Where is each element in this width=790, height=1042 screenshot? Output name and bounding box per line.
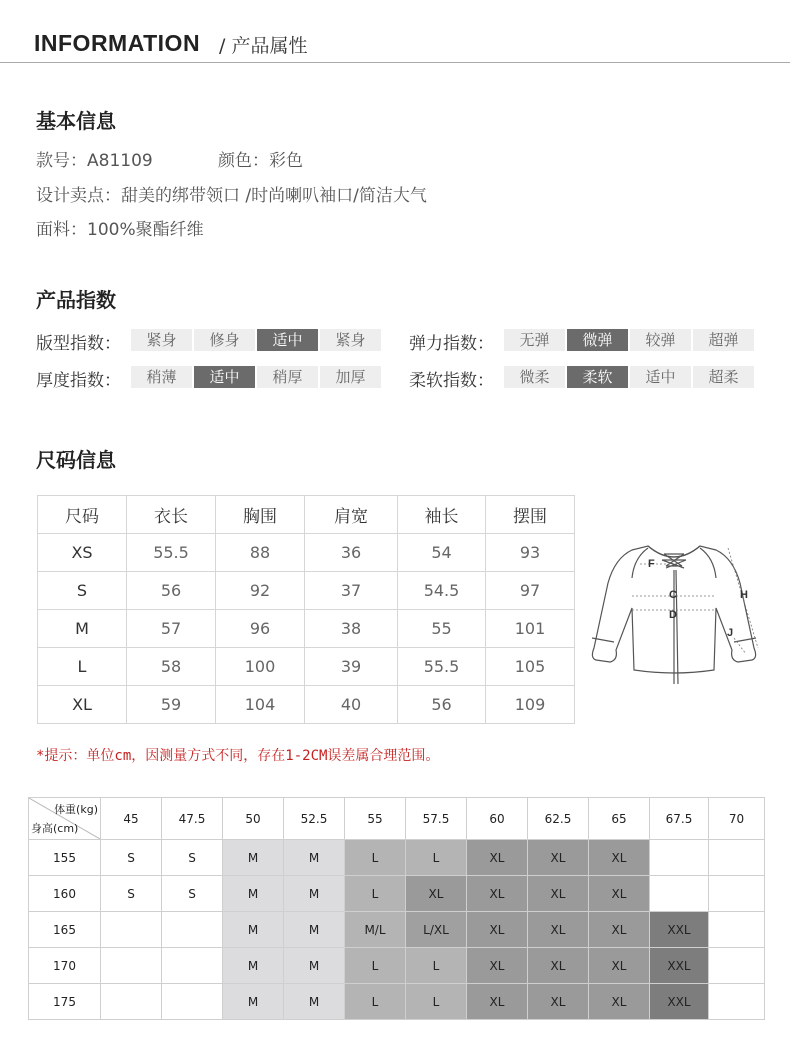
size-cell: 56: [398, 686, 486, 724]
size-cell: 57: [127, 610, 216, 648]
fit-size-cell: [650, 876, 709, 912]
size-cell: 88: [216, 534, 305, 572]
fit-size-cell: L: [406, 948, 467, 984]
product-index-title: 产品指数: [36, 288, 116, 312]
fit-size-cell: XL: [528, 948, 589, 984]
size-header-cell: 摆围: [486, 496, 575, 534]
fit-size-cell: XL: [528, 840, 589, 876]
size-cell: 109: [486, 686, 575, 724]
weight-header-cell: 52.5: [284, 798, 345, 840]
fit-size-cell: L/XL: [406, 912, 467, 948]
fit-size-cell: XXL: [650, 984, 709, 1020]
selling-points: 设计卖点：甜美的绑带领口 /时尚喇叭袖口/简洁大气: [36, 186, 427, 206]
fit-size-cell: [709, 984, 765, 1020]
height-cell: 160: [29, 876, 101, 912]
index-option: 加厚: [320, 366, 381, 388]
size-cell: 55.5: [398, 648, 486, 686]
fit-size-cell: XL: [467, 948, 528, 984]
basic-info-title: 基本信息: [36, 109, 116, 133]
weight-header-cell: 57.5: [406, 798, 467, 840]
fit-size-cell: XL: [528, 912, 589, 948]
fit-size-cell: L: [406, 984, 467, 1020]
fit-size-cell: XXL: [650, 948, 709, 984]
thickness-index-options: [131, 366, 383, 388]
dim-label-f: F: [648, 558, 655, 570]
index-option: 修身: [194, 329, 255, 351]
fit-size-cell: [709, 912, 765, 948]
index-option: 紧身: [131, 329, 192, 351]
height-cell: 165: [29, 912, 101, 948]
fit-size-cell: [101, 912, 162, 948]
index-option: 适中: [194, 366, 255, 388]
dim-label-h: H: [740, 589, 748, 601]
thickness-index-label: 厚度指数：: [36, 371, 121, 391]
fit-size-cell: XL: [528, 876, 589, 912]
fit-size-cell: XXL: [650, 912, 709, 948]
fit-size-cell: XL: [467, 912, 528, 948]
table-row: [29, 984, 765, 1020]
fit-size-cell: L: [345, 948, 406, 984]
fit-size-cell: M: [223, 876, 284, 912]
fit-size-cell: M/L: [345, 912, 406, 948]
weight-header-cell: 70: [709, 798, 765, 840]
size-cell: 37: [305, 572, 398, 610]
header-title: INFORMATION: [34, 30, 201, 56]
fit-size-cell: L: [345, 984, 406, 1020]
elasticity-index-options: [504, 329, 756, 351]
index-option: 超柔: [693, 366, 754, 388]
index-option: 较弹: [630, 329, 691, 351]
softness-index-options: [504, 366, 756, 388]
weight-header-cell: 50: [223, 798, 284, 840]
fit-size-cell: M: [284, 984, 345, 1020]
fit-size-cell: XL: [589, 876, 650, 912]
size-cell: 54: [398, 534, 486, 572]
size-cell: XL: [38, 686, 127, 724]
fit-size-cell: S: [101, 840, 162, 876]
size-cell: 101: [486, 610, 575, 648]
weight-header-cell: 45: [101, 798, 162, 840]
size-info-title: 尺码信息: [36, 448, 116, 472]
weight-header-cell: 47.5: [162, 798, 223, 840]
garment-diagram: [588, 538, 768, 688]
size-cell: 36: [305, 534, 398, 572]
weight-header-cell: 60: [467, 798, 528, 840]
size-cell: 93: [486, 534, 575, 572]
fit-chart-corner: [29, 798, 101, 840]
ties: [674, 570, 678, 684]
size-cell: M: [38, 610, 127, 648]
table-row: [29, 948, 765, 984]
fit-size-cell: [709, 840, 765, 876]
fit-chart-header: [29, 798, 765, 840]
weight-axis-label: 体重(kg): [54, 803, 98, 816]
size-cell: 55.5: [127, 534, 216, 572]
size-cell: 39: [305, 648, 398, 686]
fit-size-cell: M: [284, 912, 345, 948]
fabric-info: 面料：100%聚酯纤维: [36, 220, 204, 240]
color-info: 颜色：彩色: [218, 151, 303, 171]
index-option: 微柔: [504, 366, 565, 388]
index-option: 紧身: [320, 329, 381, 351]
index-option: 超弹: [693, 329, 754, 351]
table-row: [38, 572, 575, 610]
fit-size-cell: XL: [467, 840, 528, 876]
fit-size-cell: M: [284, 840, 345, 876]
fit-size-cell: L: [406, 840, 467, 876]
fit-size-cell: [709, 876, 765, 912]
fit-size-cell: XL: [589, 840, 650, 876]
height-axis-label: 身高(cm): [31, 822, 79, 835]
page-header: [0, 26, 790, 63]
index-option: 柔软: [567, 366, 628, 388]
fit-size-cell: [162, 984, 223, 1020]
table-row: [38, 686, 575, 724]
size-header-cell: 胸围: [216, 496, 305, 534]
fit-index-label: 版型指数：: [36, 334, 121, 354]
table-row: [38, 610, 575, 648]
weight-header-cell: 55: [345, 798, 406, 840]
fit-size-cell: XL: [467, 984, 528, 1020]
size-cell: 104: [216, 686, 305, 724]
fit-size-cell: M: [284, 876, 345, 912]
size-header-cell: 袖长: [398, 496, 486, 534]
elasticity-index-label: 弹力指数：: [409, 334, 494, 354]
size-header-cell: 肩宽: [305, 496, 398, 534]
dim-label-j: J: [727, 627, 734, 639]
size-cell: 54.5: [398, 572, 486, 610]
size-cell: 56: [127, 572, 216, 610]
fit-size-cell: XL: [406, 876, 467, 912]
size-cell: 59: [127, 686, 216, 724]
height-cell: 170: [29, 948, 101, 984]
table-row: [29, 840, 765, 876]
size-header-cell: 衣长: [127, 496, 216, 534]
size-cell: 58: [127, 648, 216, 686]
fit-size-cell: M: [223, 912, 284, 948]
fit-size-cell: L: [345, 876, 406, 912]
fit-size-cell: M: [223, 948, 284, 984]
index-option: 稍薄: [131, 366, 192, 388]
weight-header-cell: 67.5: [650, 798, 709, 840]
fit-size-cell: XL: [589, 912, 650, 948]
index-option: 稍厚: [257, 366, 318, 388]
fit-size-cell: S: [101, 876, 162, 912]
size-cell: 100: [216, 648, 305, 686]
fit-size-cell: [709, 948, 765, 984]
dim-label-c: C: [669, 589, 677, 601]
size-cell: S: [38, 572, 127, 610]
index-option: 微弹: [567, 329, 628, 351]
fit-size-cell: M: [284, 948, 345, 984]
size-table: [37, 495, 575, 724]
fit-size-cell: XL: [528, 984, 589, 1020]
table-row: [38, 534, 575, 572]
size-cell: 38: [305, 610, 398, 648]
fit-chart-table: [28, 797, 765, 1020]
dim-label-d: D: [669, 609, 677, 621]
table-row: [29, 876, 765, 912]
table-row: [29, 912, 765, 948]
height-cell: 155: [29, 840, 101, 876]
fit-index-options: [131, 329, 383, 351]
fit-size-cell: L: [345, 840, 406, 876]
height-cell: 175: [29, 984, 101, 1020]
fit-size-cell: S: [162, 876, 223, 912]
table-row: [38, 648, 575, 686]
size-cell: L: [38, 648, 127, 686]
size-cell: 55: [398, 610, 486, 648]
size-note: *提示：单位cm，因测量方式不同，存在1-2CM误差属合理范围。: [36, 748, 440, 764]
size-header-cell: 尺码: [38, 496, 127, 534]
weight-header-cell: 62.5: [528, 798, 589, 840]
neckline: [648, 546, 700, 557]
fit-size-cell: XL: [467, 876, 528, 912]
fit-size-cell: S: [162, 840, 223, 876]
index-option: 无弹: [504, 329, 565, 351]
fit-size-cell: XL: [589, 984, 650, 1020]
fit-size-cell: M: [223, 840, 284, 876]
header-subtitle: / 产品属性: [219, 35, 308, 57]
size-table-header: [38, 496, 575, 534]
size-cell: 97: [486, 572, 575, 610]
size-cell: 92: [216, 572, 305, 610]
softness-index-label: 柔软指数：: [409, 371, 494, 391]
item-number: 款号：A81109: [36, 151, 153, 171]
fit-size-cell: M: [223, 984, 284, 1020]
index-option: 适中: [257, 329, 318, 351]
size-cell: 40: [305, 686, 398, 724]
size-cell: 96: [216, 610, 305, 648]
index-option: 适中: [630, 366, 691, 388]
fit-size-cell: [162, 948, 223, 984]
weight-header-cell: 65: [589, 798, 650, 840]
fit-size-cell: XL: [589, 948, 650, 984]
size-cell: XS: [38, 534, 127, 572]
fit-size-cell: [162, 912, 223, 948]
size-cell: 105: [486, 648, 575, 686]
fit-size-cell: [650, 840, 709, 876]
fit-size-cell: [101, 984, 162, 1020]
fit-size-cell: [101, 948, 162, 984]
